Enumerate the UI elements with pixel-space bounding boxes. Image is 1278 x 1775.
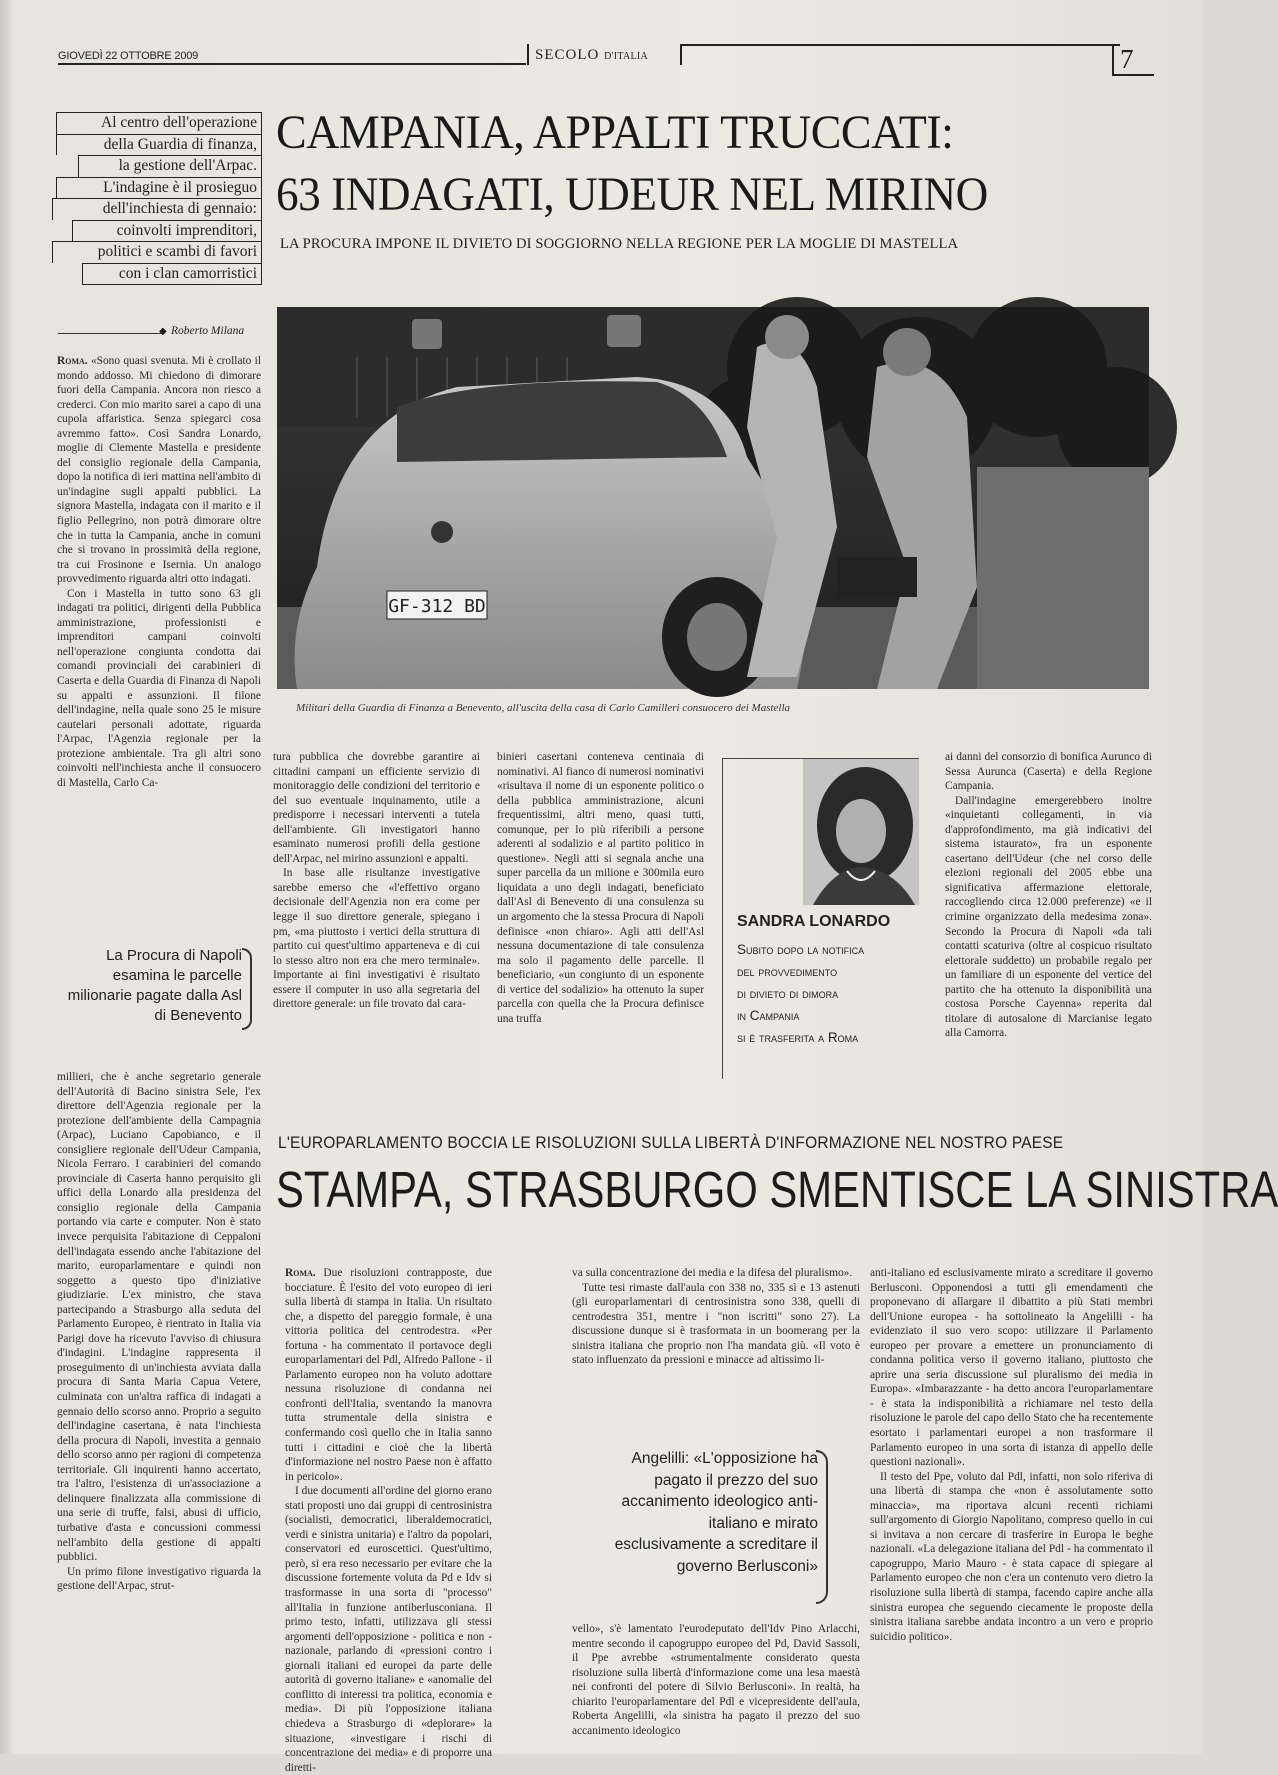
kicker-line-4: L'indagine è il prosieguo bbox=[56, 177, 262, 199]
headline-line-2: 63 INDAGATI, UDEUR NEL MIRINO bbox=[276, 168, 988, 221]
article2-column-2b bbox=[572, 1622, 860, 1738]
article2-dateline: Roma. bbox=[285, 1267, 316, 1279]
byline-author: Roberto Milana bbox=[171, 325, 245, 337]
profile-line-4: in Campania bbox=[737, 1008, 800, 1023]
subheadline: LA PROCURA IMPONE IL DIVIETO DI SOGGIORNO NELLA REGIONE PER LA MOGLIE DI MASTELLA bbox=[280, 236, 959, 252]
article2-col3-paragraph-1: anti-italiano ed esclusivamente mirato a screditare il governo Berlusconi. Opponendosi a tutti gli emendamenti che proponevano di allargare il dibattito a più Stati membri dell'Unione europea - ha sottolineato la Angelilli - ha evidenziato il suo vero scopo: utilizzare il Parlamento europeo per provare a emettere un pronunciamento di condanna politica verso il governo italiano, piuttosto che aprire una seria discussione sul pluralismo dei media in Europa». «Imbarazzante - ha detto ancora l'europarlamentare - è stata la indisponibilità a richiamare nel testo della risoluzione le parole del capo dello Stato che ha recentemente esortato i parlamentari europei a non trasformare il Parlamento europeo in una sorta di istanza di appello delle questioni nazionali». bbox=[870, 1267, 1153, 1469]
article1-paragraph-1 bbox=[57, 354, 261, 587]
article2-col2-paragraph-3: vello», s'è lamentato l'eurodeputato dell'Idv Pino Arlacchi, mentre secondo il capogruppo europeo del Pd, David Sassoli, il Ppe avrebbe «strumentalmente considerato questa risoluzione sulla libertà d'informazione come una lesa maestà nei confronti del potere di Silvio Berlusconi». In realtà, ha chiarito l'europarlamentare del Pdl e vicepresidente dell'aula, Roberta Angelilli, «la sinistra ha pagato il prezzo del suo accanimento ideologico bbox=[572, 1623, 860, 1737]
profile-line-3: di divieto di dimora bbox=[737, 986, 839, 1001]
article2-overline: L'EUROPARLAMENTO BOCCIA LE RISOLUZIONI SULLA LIBERTÀ D'INFORMAZIONE NEL NOSTRO PAESE bbox=[278, 1134, 1064, 1152]
article2-col2-paragraph-1: va sulla concentrazione dei media e la difesa del pluralismo». bbox=[572, 1267, 853, 1279]
dateline: Roma. bbox=[57, 355, 88, 367]
profile-text bbox=[737, 939, 917, 1049]
article2-p1-text: Due risoluzioni contrapposte, due bocciature. È l'esito del voto europeo di ieri sulla libertà di stampa in Italia. Un risultato che, a dispetto del pareggio formale, è una vittoria politica del centrodestra. «Per fortuna - ha commentato il portavoce degli europarlamentari del Pdl, Alfredo Pallone - il Parlamento europeo non ha voluto adottare nessuna risoluzione di condanna nei confronti dell'Italia, sventando la manovra tutta strumentale della sinistra e confermando così quello che in Italia sanno tutti i cittadini e cioè che la libertà d'informazione nel nostro Paese non è affatto in pericolo». bbox=[285, 1267, 492, 1483]
header-divider bbox=[527, 44, 529, 65]
masthead-name: SECOLO bbox=[535, 47, 600, 63]
article1-col5-paragraph-2: Dall'indagine emergerebbero inoltre «inquietanti collegamenti, in via d'approfondimento, ma già indicativi del sistema istaurato», fra un esponente casertano dell'Udeur (che nel corso delle elezioni regionali del 2005 ebbe una significativa affermazione elettorale, raccogliendo circa 12.000 preferenze) «e il crimine organizzato della medesima zona». Secondo la Procura di Napoli «da tali contatti scaturiva (oltre al cospicuo risultato elettorale suddetto) un probabile regalo per un familiare di un esponente del vertice del partito che ha ottenuto la disponibilità una costosa Porsche Cayenna» reperita dal titolare di autosalone di Marcianise legato alla Camorra. bbox=[945, 794, 1152, 1040]
masthead bbox=[535, 47, 648, 64]
kicker-line-3: la gestione dell'Arpac. bbox=[78, 155, 262, 177]
photo-caption: Militari della Guardia di Finanza a Benevento, all'uscita della casa di Carlo Camilleri consuocero dei Mastella bbox=[296, 702, 791, 714]
article1-paragraph-2: Con i Mastella in tutto sono 63 gli indagati tra politici, dirigenti della Pubblica amministrazione, professionisti e imprenditori campani coinvolti nell'operazione congiunta condotta dai comandi provinciali dei carabinieri di Caserta e della Guardia di Finanza di Napoli su appalti e assunzioni. Il filone dell'indagine, nella quale sono 25 le misure cautelari personali adottate, riguarda l'Arpac, l'Agenzia regionale per la protezione ambientale. Tra gli altri sono coinvolti nell'inchiesta anche il consuocero di Mastella, Carlo Ca- bbox=[57, 587, 261, 789]
headline-line-1: CAMPANIA, APPALTI TRUCCATI: bbox=[276, 106, 954, 159]
article1-col5-paragraph-1: ai danni del consorzio di bonifica Aurunco di Sessa Aurunca (Caserta) e della Regione Campania. bbox=[945, 751, 1152, 793]
article1-paragraph-3: millieri, che è anche segretario generale dell'Autorità di Bacino sinistra Sele, l'ex direttore dell'Agenzia regionale per la protezione dell'ambiente della Campagnia (Arpac), Luciano Capobianco, e il consigliere regionale dell'Udeur Campania, Nicola Ferraro. I carabinieri del comando provinciale di Caserta hanno perquisito gli uffici della Lonardo alla presidenza del consiglio regionale della Campania portando via carte e computer. Non è stato invece perquisita l'abitazione di Ceppaloni dell'indagata essendo anche l'abitazione del marito, europarlamentare e quindi non soggetto a questo tipo d'iniziative giudiziarie. L'ex ministro, che stava partecipando a Strasburgo alla seduta del Parlamento Europeo, è rientrato in Italia via Parigi dove ha ricevuto l'avviso di chiusura d'indagini. L'indagine rappresenta il proseguimento di un'inchiesta avviata dalla procura di Santa Maria Capua Vetere, culminata con un'altra raffica di indagati a gennaio dello scorso anno. Proprio a seguito dell'indagine casertana, è nata l'inchiesta della procura di Napoli, investita a gennaio dello scorso anno per ragioni di competenza territoriale. Gli inquirenti hanno accertato, tra l'altro, l'esistenza di un'associazione a delinquere finalizzata alla commissione di una serie di truffe, falsi, abusi di ufficio, turbative d'asta e concussioni commessi nell'ambito della gestione di appalti pubblici. bbox=[57, 1071, 261, 1564]
kicker-line-8: con i clan camorristici bbox=[82, 263, 262, 286]
pull-quote-2-brace bbox=[816, 1450, 828, 1604]
article1-column-5 bbox=[945, 750, 1152, 1106]
byline-rule bbox=[58, 333, 162, 334]
profile-line-1: Subito dopo la notifica bbox=[737, 942, 865, 957]
article1-column-1 bbox=[57, 354, 261, 914]
article2-paragraph-1 bbox=[285, 1266, 492, 1484]
header-rule-left bbox=[58, 63, 526, 65]
article2-column-3 bbox=[870, 1266, 1153, 1736]
main-photo bbox=[277, 307, 1149, 689]
kicker-line-2: della Guardia di finanza, bbox=[56, 134, 262, 156]
header-divider-2 bbox=[680, 44, 682, 65]
main-photo-svg bbox=[277, 307, 1149, 689]
article1-col2-paragraph-2: In base alle risultanze investigative sarebbe emerso che «l'effettivo organo decisionale dell'Agenzia non era come per legge il suo direttore generale, spiegano i pm, «ma piuttosto i vertici della struttura di partito cui quest'ultimo apparteneva e di cui lo stesso altro non era che mero terminale». Importante ai fini investigativi è risultato essere il computer in uso alla segretaria del direttore generale: un file trovato dal cara- bbox=[273, 867, 480, 1011]
issue-date: GIOVEDÌ 22 OTTOBRE 2009 bbox=[58, 50, 199, 62]
profile-line-2: del provvedimento bbox=[737, 964, 838, 979]
article2-column-1 bbox=[285, 1266, 492, 1774]
article2-paragraph-2: I due documenti all'ordine del giorno erano stati proposti uno dai gruppi di centrosinistra (socialisti, democratici, liberaldemocratici, verdi e sinistra unitaria) e l'altro da popolari, conservatori ed euroscettici. Quest'ultimo, però, si era reso necessario per evitare che la discussione fortemente voluta da Pd e Idv si trasformasse in una sorta di "processo" all'Italia in funzione antiberlusconiana. Il primo testo, infatti, utilizzava gli stessi argomenti dell'opposizione - politica e non - nazionale, parlando di «pressioni contro i giornali italiani ed europei da parte delle autorità di governo italiane» e «anomalie del conflitto di interessi tra politica, economia e media». Di più l'opposizione italiana chiedeva a Strasburgo di «deplorare» la situazione, «investigare i rischi di concentrazione dei media» e di proporre una diretti- bbox=[285, 1485, 492, 1774]
article1-col2-paragraph-1: tura pubblica che dovrebbe garantire ai cittadini campani un efficiente servizio di monitoraggio delle condizioni del territorio e del suo eventuale inquinamento, utile a predisporre i necessari interventi a tutela dell'ambiente. Gli investigatori hanno esaminato numerosi profili della gestione dell'Arpac, nel mirino assunzioni e appalti. bbox=[273, 751, 480, 865]
article1-column-3 bbox=[497, 750, 704, 1106]
article1-column-1b bbox=[57, 1070, 261, 1728]
kicker-line-6: coinvolti imprenditori, bbox=[72, 220, 262, 242]
article2-col3-paragraph-2: Il testo del Ppe, voluto dal Pdl, infatti, non solo riferiva di una libertà di stampa che «non è assolutamente sotto minaccia», ma riportava alcuni recenti richiami sull'argomento di Giorgio Napolitano, compreso quello in cui si invitava a non cercare di trasferire in Europa le beghe nazionali. «La delegazione italiana del Pdl - ha commentato il capogruppo, Mario Mauro - è stata capace di spiegare al Parlamento europeo che non c'era un contenuto vero dietro la risoluzione sulla libertà di stampa, facendo capire anche alla sinistra europea che seguendo ciecamente le proposte della sinistra italiana sarebbe andata incontro a un vero e proprio suicidio politico». bbox=[870, 1470, 1153, 1643]
kicker-box bbox=[52, 112, 262, 285]
page-number: 7 bbox=[1120, 44, 1134, 74]
plate-text: GF-312 BD bbox=[388, 596, 486, 617]
article1-col3-paragraph-1: binieri casertani conteneva centinaia di nominativi. Al fianco di numerosi nominativi «risultava il nome di un esponente politico o della pubblica amministrazione, alcuni frequentissimi, altri meno, quasi tutti, comunque, per lo più riferibili a persone aderenti al sodalizio e al partito politico in questione». Negli atti si segnala anche una super parcella da un milione e 300mila euro liquidata a uno degli indagati, beneficiato dall'Asl di Benevento di una consulenza su un argomento che la stessa Procura di Napoli definisce «non chiaro». Agli atti dell'Asl nessuna documentazione di tale consulenza ma solo il pagamento delle parcelle. Il beneficiario, «un congiunto di un esponente di vertice del sodalizio» ha ottenuto la super parcella con quella che la Procura definisce una truffa bbox=[497, 751, 704, 1025]
header-rule-right bbox=[682, 44, 1120, 46]
article2-col2-paragraph-2: Tutte tesi rimaste dall'aula con 338 no, 335 sì e 13 astenuti (gli europarlamentari di centrosinistra sono 338, quelli di centrodestra 351, mentre i "non iscritti" sono 27). La discussione dunque si è trasformata in un boomerang per la sinistra italiana che proprio non l'ha mandata giù. «Il voto è stato influenzato da pressioni e minacce ad altissimo li- bbox=[572, 1281, 860, 1367]
profile-photo-svg bbox=[803, 759, 919, 905]
article2-column-2a bbox=[572, 1266, 860, 1426]
profile-line-5: si è trasferita a Roma bbox=[737, 1030, 859, 1045]
pull-quote-2: Angelilli: «L'opposizione ha pagato il prezzo del suo accanimento ideologico anti-italiano e mirato esclusivamente a screditare il governo Berlusconi» bbox=[614, 1450, 818, 1575]
masthead-suffix: D'ITALIA bbox=[604, 51, 649, 62]
profile-photo bbox=[803, 759, 919, 905]
article1-column-2 bbox=[273, 750, 480, 1106]
kicker-line-1: Al centro dell'operazione bbox=[56, 112, 262, 134]
byline bbox=[58, 325, 261, 341]
article1-p1-text: «Sono quasi svenuta. Mi è crollato il mondo addosso. Mi chiedono di dimorare fuori della Campania. Ancora non riesco a crederci. Con mio marito sarei a capo di una cupola affaristica. Senza spiegarci cosa avremmo fatto». Così Sandra Lonardo, moglie di Clemente Mastella e presidente del consiglio regionale della Campania, dopo la notifica di ieri mattina nell'ambito di un'indagine sugli appalti pubblici. La signora Mastella, indagata con il marito e il figlio Pellegrino, non potrà dimorare oltre che in tutta la Campania, anche in comuni che si trovano in prossimità della regione, tra cui Frosinone e Isernia. Un analogo provvedimento riguarda altri otto indagati. bbox=[57, 355, 261, 586]
article2-headline: STAMPA, STRASBURGO SMENTISCE LA SINISTRA bbox=[276, 1161, 1278, 1218]
kicker-line-5: dell'inchiesta di gennaio: bbox=[52, 198, 262, 220]
byline-diamond-icon: ◆ bbox=[159, 326, 167, 337]
profile-name: SANDRA LONARDO bbox=[737, 913, 891, 930]
pull-quote-1-brace bbox=[242, 948, 252, 1030]
pull-quote-1: La Procura di Napoli esamina le parcelle milionarie pagate dalla Asl di Benevento bbox=[67, 947, 242, 1024]
kicker-line-7: politici e scambi di favori bbox=[52, 241, 262, 263]
profile-box bbox=[722, 758, 919, 1079]
article1-paragraph-4: Un primo filone investigativo riguarda la gestione dell'Arpac, strut- bbox=[57, 1565, 261, 1593]
